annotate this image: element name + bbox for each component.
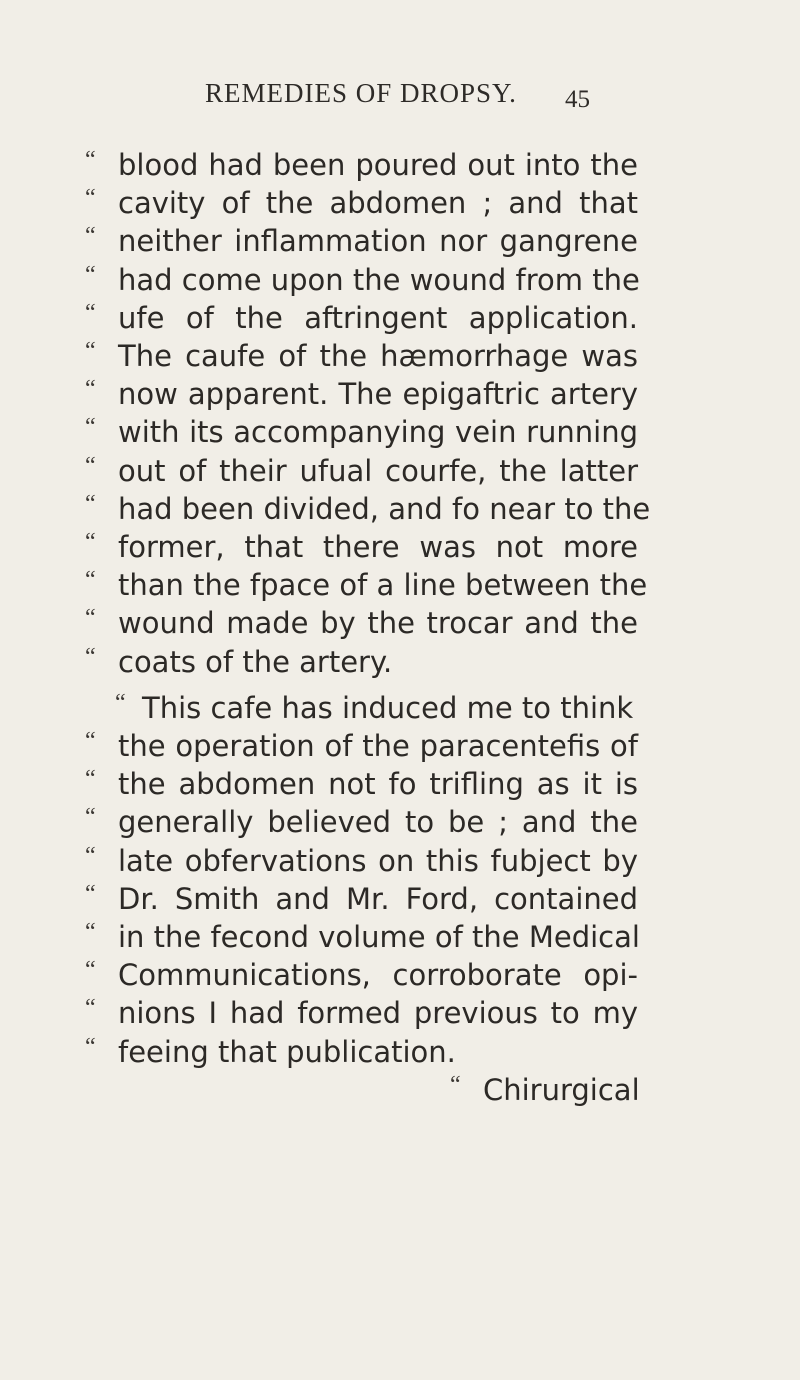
line-text: the abdomen not fo trifling as it is xyxy=(118,767,638,802)
line-text: had been divided, and fo near to the xyxy=(118,491,651,526)
line-text: blood had been poured out into the xyxy=(118,148,638,182)
line-text: feeing that publication. xyxy=(118,1034,456,1069)
line-text: wound made by the trocar and the xyxy=(118,606,638,641)
line-text: coats of the artery. xyxy=(118,644,393,679)
quotation-mark: “ xyxy=(85,299,96,326)
line-text: cavity of the abdomen ; and that xyxy=(118,186,638,221)
line-text: with its accompanying vein running xyxy=(118,415,638,450)
line-text: neither inflammation nor gangrene xyxy=(118,224,638,259)
quotation-mark: “ xyxy=(85,490,96,517)
page-number: 45 xyxy=(565,86,590,113)
line-text: former, that there was not more xyxy=(118,530,638,564)
quotation-mark: “ xyxy=(85,605,96,632)
line-text: had come upon the wound from the xyxy=(118,262,640,297)
quotation-mark: “ xyxy=(85,919,96,945)
quotation-mark: “ xyxy=(85,842,96,869)
line-text: Communications, corroborate opi- xyxy=(118,958,638,993)
line-text: nions I had formed previous to my xyxy=(118,996,638,1031)
quotation-mark: “ xyxy=(85,414,96,441)
quotation-mark: “ xyxy=(85,223,96,250)
line-text: out of their ufual courfe, the latter xyxy=(118,453,638,488)
running-head: REMEDIES OF DROPSY. xyxy=(205,78,517,108)
quotation-mark: “ xyxy=(85,147,96,173)
quotation-mark: “ xyxy=(85,338,96,364)
quotation-mark: “ xyxy=(85,995,96,1022)
quotation-mark: “ xyxy=(85,529,96,555)
line-text: now apparent. The epigaftric artery xyxy=(118,377,638,412)
quotation-mark: “ xyxy=(85,261,96,288)
quotation-mark: “ xyxy=(85,376,96,403)
line-text: ufe of the aftringent application. xyxy=(118,300,638,335)
line-text: generally believed to be ; and the xyxy=(118,805,638,840)
quotation-mark: “ xyxy=(85,880,96,907)
line-text: Dr. Smith and Mr. Ford, contained xyxy=(118,881,638,916)
line-text: in the fecond volume of the Medical xyxy=(118,920,640,954)
quotation-mark: “ xyxy=(85,804,96,831)
quotation-mark: “ xyxy=(85,185,96,212)
quotation-mark: “ xyxy=(85,643,96,670)
line-text: the operation of the paracentefis of xyxy=(118,729,638,763)
quotation-mark: “ xyxy=(85,1033,96,1060)
quotation-mark: “ xyxy=(115,689,126,716)
line-text: The caufe of the hæmorrhage was xyxy=(118,339,638,373)
quotation-mark: “ xyxy=(85,567,96,594)
line-text: late obfervations on this fubject by xyxy=(118,843,638,878)
quotation-mark: “ xyxy=(85,728,96,754)
quotation-mark: “ xyxy=(85,452,96,479)
quotation-mark: “ xyxy=(85,766,96,793)
line-text: This cafe has induced me to think xyxy=(142,690,634,725)
line-text: than the fpace of a line between the xyxy=(118,568,648,603)
quotation-mark: “ xyxy=(450,1071,461,1098)
catchword: Chirurgical xyxy=(483,1072,640,1107)
quotation-mark: “ xyxy=(85,957,96,984)
